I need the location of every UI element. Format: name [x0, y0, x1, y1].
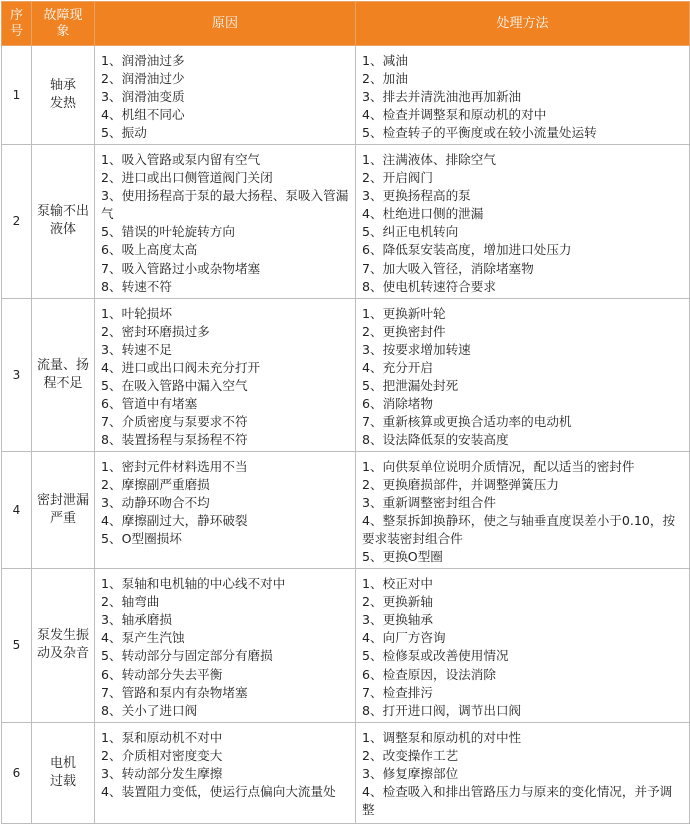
solution-item: 7、检查排污 [362, 684, 433, 700]
cause-item: 5、错误的叶轮旋转方向 [101, 224, 235, 240]
cause-item: 5、O型圈损坏 [101, 531, 182, 547]
table-row [2, 46, 690, 145]
table-row [2, 569, 690, 722]
cause-list [95, 451, 356, 568]
cause-item: 7、管路和泵内有杂物堵塞 [101, 684, 248, 700]
row-index: 5 [2, 569, 32, 722]
solution-item: 1、注满液体、排除空气 [362, 152, 496, 168]
solution-item: 8、打开进口阀，调节出口阀 [362, 702, 522, 718]
solution-list [356, 569, 690, 722]
solution-item: 5、纠正电机转向 [362, 224, 459, 240]
fault-name: 电机过载 [32, 722, 95, 823]
cause-item: 8、转速不符 [101, 278, 172, 294]
solution-item: 1、校正对中 [362, 576, 433, 592]
cause-item: 1、泵和原动机不对中 [101, 729, 223, 745]
cause-list [95, 145, 356, 298]
cause-item: 6、转动部分失去平衡 [101, 666, 223, 682]
solution-item: 7、加大吸入管径，消除堵塞物 [362, 260, 534, 276]
cause-item: 3、轴承磨损 [101, 612, 172, 628]
cause-item: 8、装置扬程与泵扬程不符 [101, 431, 248, 447]
cause-item: 4、泵产生汽蚀 [101, 630, 185, 646]
cause-item: 3、转速不足 [101, 341, 172, 357]
solution-item: 5、检查转子的平衡度或在较小流量处运转 [362, 125, 597, 141]
header-fault: 故障现象 [32, 2, 95, 46]
cause-item: 1、吸入管路或泵内留有空气 [101, 152, 261, 168]
solution-item: 3、按要求增加转速 [362, 341, 471, 357]
row-index: 3 [2, 298, 32, 451]
row-index: 6 [2, 722, 32, 823]
cause-item: 5、振动 [101, 125, 147, 141]
cause-item: 1、润滑油过多 [101, 53, 185, 68]
header-cause: 原因 [95, 2, 356, 46]
cause-item: 3、转动部分发生摩擦 [101, 765, 223, 781]
fault-name: 流量、扬程不足 [32, 298, 95, 451]
cause-item: 2、轴弯曲 [101, 594, 160, 610]
cause-item: 2、介质相对密度变大 [101, 747, 223, 763]
cause-item: 2、进口或出口侧管道阀门关闭 [101, 170, 273, 186]
solution-item: 2、更换磨损部件，并调整弹簧压力 [362, 477, 559, 493]
cause-item: 3、使用扬程高于泵的最大扬程、泵吸入管漏气 [101, 188, 349, 222]
cause-item: 2、摩擦副严重磨损 [101, 477, 210, 493]
solution-item: 4、充分开启 [362, 359, 433, 375]
solution-item: 2、加油 [362, 71, 408, 87]
solution-item: 2、改变操作工艺 [362, 747, 459, 763]
cause-item: 1、叶轮损坏 [101, 305, 172, 321]
cause-item: 7、吸入管路过小或杂物堵塞 [101, 260, 261, 276]
cause-list [95, 298, 356, 451]
cause-item: 4、装置阻力变低，使运行点偏向大流量处 [101, 783, 336, 799]
row-index: 4 [2, 451, 32, 568]
table-row [2, 298, 690, 451]
solution-item: 4、检查吸入和排出管路压力与原来的变化情况，并予调整 [362, 783, 673, 817]
cause-item: 2、润滑油过少 [101, 71, 185, 87]
cause-item: 8、关小了进口阀 [101, 702, 198, 718]
solution-item: 2、开启阀门 [362, 170, 433, 186]
solution-item: 5、把泄漏处封死 [362, 377, 459, 393]
cause-item: 3、动静环吻合不均 [101, 495, 210, 511]
solution-item: 2、更换密封件 [362, 323, 446, 339]
fault-name: 密封泄漏严重 [32, 451, 95, 568]
cause-item: 5、在吸入管路中漏入空气 [101, 377, 248, 393]
solution-item: 5、更换O型圈 [362, 549, 443, 565]
table-row [2, 722, 690, 823]
solution-item: 3、更换扬程高的泵 [362, 188, 471, 204]
pump-fault-table [1, 1, 690, 824]
solution-item: 5、检修泵或改善使用情况 [362, 648, 509, 664]
cause-item: 2、密封环磨损过多 [101, 323, 210, 339]
solution-item: 1、减油 [362, 53, 408, 68]
cause-list [95, 722, 356, 823]
solution-item: 3、修复摩擦部位 [362, 765, 459, 781]
solution-list [356, 298, 690, 451]
cause-list [95, 46, 356, 145]
cause-item: 4、摩擦副过大，静环破裂 [101, 513, 248, 529]
solution-item: 1、调整泵和原动机的对中性 [362, 729, 522, 745]
cause-item: 1、泵轴和电机轴的中心线不对中 [101, 576, 286, 592]
solution-item: 6、检查原因，设法消除 [362, 666, 496, 682]
solution-item: 1、向供泵单位说明介质情况，配以适当的密封件 [362, 458, 635, 474]
solution-item: 2、更换新轴 [362, 594, 433, 610]
solution-item: 8、设法降低泵的安装高度 [362, 431, 509, 447]
solution-item: 4、整泵拆卸换静环，使之与轴垂直度误差小于0.10，按要求装密封组合件 [362, 513, 676, 547]
table-header-row [2, 2, 690, 46]
solution-list [356, 722, 690, 823]
solution-item: 8、使电机转速符合要求 [362, 278, 496, 294]
table-row [2, 145, 690, 298]
solution-item: 6、消除堵物 [362, 395, 433, 411]
solution-list [356, 451, 690, 568]
solution-item: 3、更换轴承 [362, 612, 433, 628]
row-index: 1 [2, 46, 32, 145]
cause-item: 5、转动部分与固定部分有磨损 [101, 648, 273, 664]
row-index: 2 [2, 145, 32, 298]
cause-item: 6、吸上高度太高 [101, 242, 198, 258]
fault-name: 泵发生振动及杂音 [32, 569, 95, 722]
cause-list [95, 569, 356, 722]
solution-item: 1、更换新叶轮 [362, 305, 446, 321]
table-row [2, 451, 690, 568]
solution-item: 7、重新核算或更换合适功率的电动机 [362, 413, 572, 429]
cause-item: 4、进口或出口阀未充分打开 [101, 359, 261, 375]
cause-item: 6、管道中有堵塞 [101, 395, 198, 411]
fault-name: 泵输不出液体 [32, 145, 95, 298]
solution-item: 4、向厂方咨询 [362, 630, 446, 646]
solution-item: 4、检查并调整泵和原动机的对中 [362, 107, 547, 123]
header-index: 序号 [2, 2, 32, 46]
solution-item: 3、排去并清洗油池再加新油 [362, 89, 522, 105]
cause-item: 1、密封元件材料选用不当 [101, 458, 248, 474]
solution-list [356, 145, 690, 298]
cause-item: 3、润滑油变质 [101, 89, 185, 105]
fault-name: 轴承发热 [32, 46, 95, 145]
cause-item: 7、介质密度与泵要求不符 [101, 413, 248, 429]
cause-item: 4、机组不同心 [101, 107, 185, 123]
header-solution: 处理方法 [356, 2, 690, 46]
solution-item: 3、重新调整密封组合件 [362, 495, 496, 511]
solution-item: 4、杜绝进口侧的泄漏 [362, 206, 484, 222]
solution-list [356, 46, 690, 145]
solution-item: 6、降低泵安装高度，增加进口处压力 [362, 242, 572, 258]
